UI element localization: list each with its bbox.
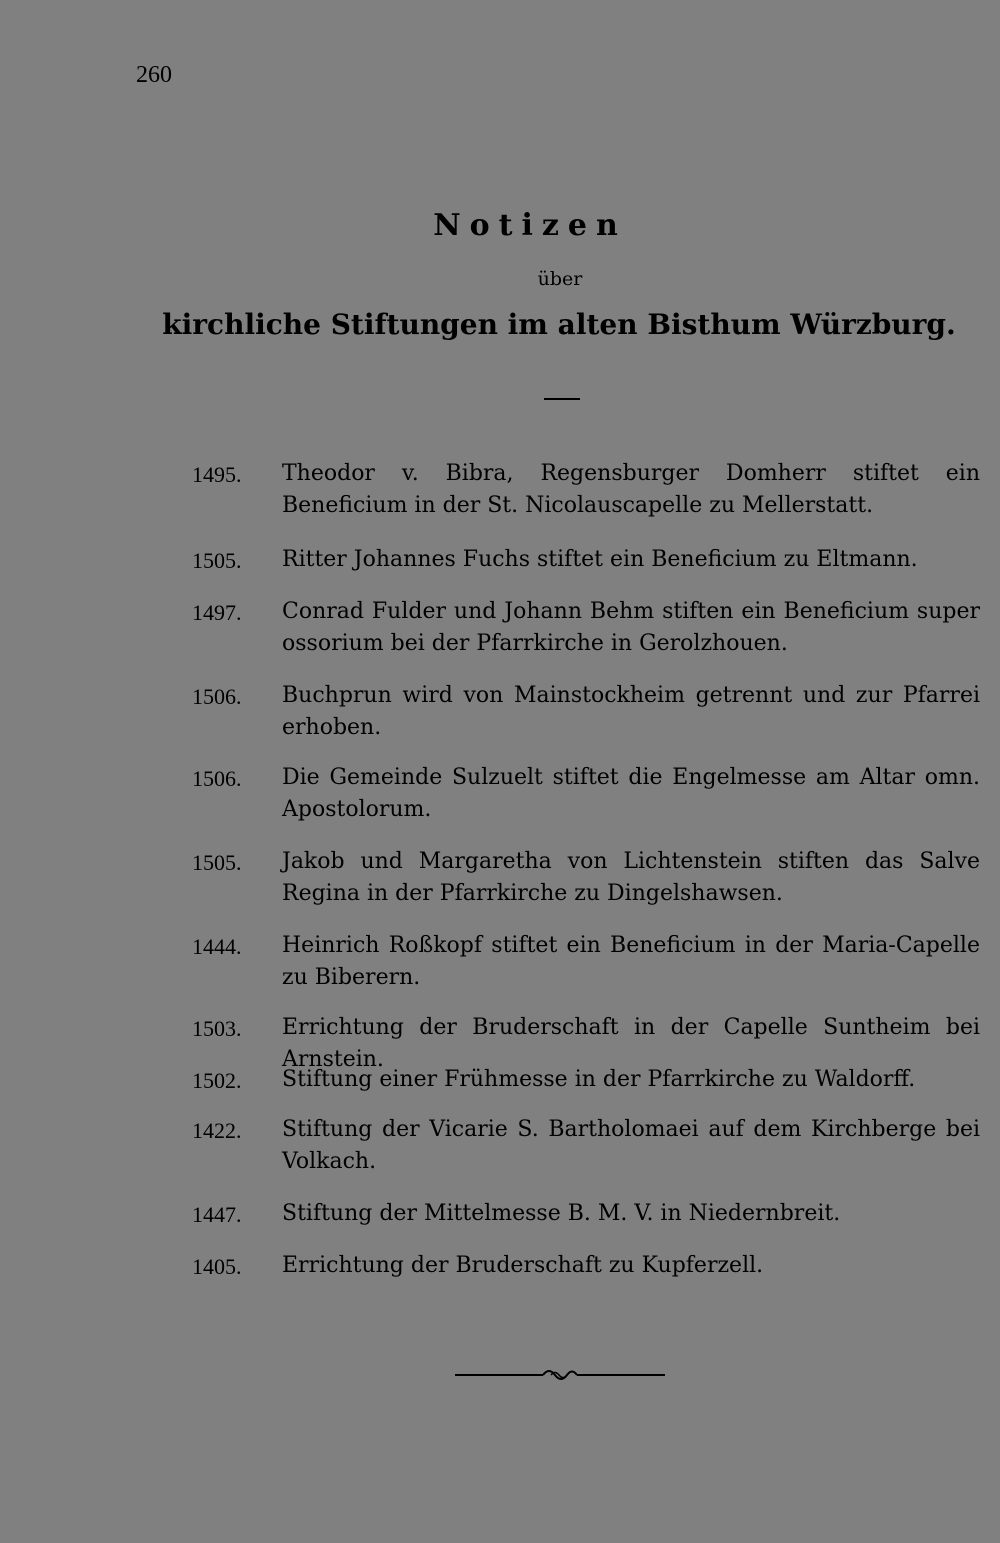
entry-year: 1447. <box>192 1202 242 1227</box>
page-number: 260 <box>136 62 172 88</box>
entry-year: 1497. <box>192 600 242 625</box>
page-title: Notizen <box>433 208 627 243</box>
entry-text: Ritter Johannes Fuchs stiftet ein Beneficium zu Eltmann. <box>282 547 918 572</box>
entry-text: Conrad Fulder und Johann Behm stiften ein Beneficium super ossorium bei der Pfarrkirche in Gerolzhouen. <box>282 599 980 656</box>
entry-year: 1503. <box>192 1016 242 1041</box>
entry-text: Theodor v. Bibra, Regensburger Domherr stiftet ein Beneficium in der St. Nicolauscapelle zu Mellerstatt. <box>282 461 980 518</box>
entry-text: Heinrich Roßkopf stiftet ein Beneficium in der Maria-Capelle zu Biberern. <box>282 933 980 990</box>
entry-text: Die Gemeinde Sulzuelt stiftet die Engelmesse am Altar omn. Apostolorum. <box>282 765 980 822</box>
entry-year: 1505. <box>192 548 242 573</box>
entry-text: Jakob und Margaretha von Lichtenstein stiften das Salve Regina in der Pfarrkirche zu Dingelshawsen. <box>282 849 980 906</box>
entry-text: Errichtung der Bruderschaft in der Capelle Suntheim bei Arnstein. <box>282 1015 980 1072</box>
ornament-divider-icon <box>455 1365 665 1385</box>
entry-year: 1506. <box>192 766 242 791</box>
entry-year: 1506. <box>192 684 242 709</box>
subtitle: über <box>537 268 583 290</box>
entry-text: Errichtung der Bruderschaft zu Kupferzell. <box>282 1253 764 1278</box>
entry-year: 1505. <box>192 850 242 875</box>
short-divider <box>544 398 580 400</box>
entry-year: 1502. <box>192 1068 242 1093</box>
entry-text: Stiftung der Mittelmesse B. M. V. in Niedernbreit. <box>282 1201 841 1226</box>
entry-year: 1405. <box>192 1254 242 1279</box>
entry-year: 1444. <box>192 934 242 959</box>
entry-text: Stiftung der Vicarie S. Bartholomaei auf dem Kirchberge bei Volkach. <box>282 1117 980 1174</box>
entry-year: 1422. <box>192 1118 242 1143</box>
section-heading: kirchliche Stiftungen im alten Bisthum Würzburg. <box>162 308 956 341</box>
entry-year: 1495. <box>192 462 242 487</box>
entry-text: Stiftung einer Frühmesse in der Pfarrkirche zu Waldorff. <box>282 1067 916 1092</box>
entry-text: Buchprun wird von Mainstockheim getrennt und zur Pfarrei erhoben. <box>282 683 980 740</box>
